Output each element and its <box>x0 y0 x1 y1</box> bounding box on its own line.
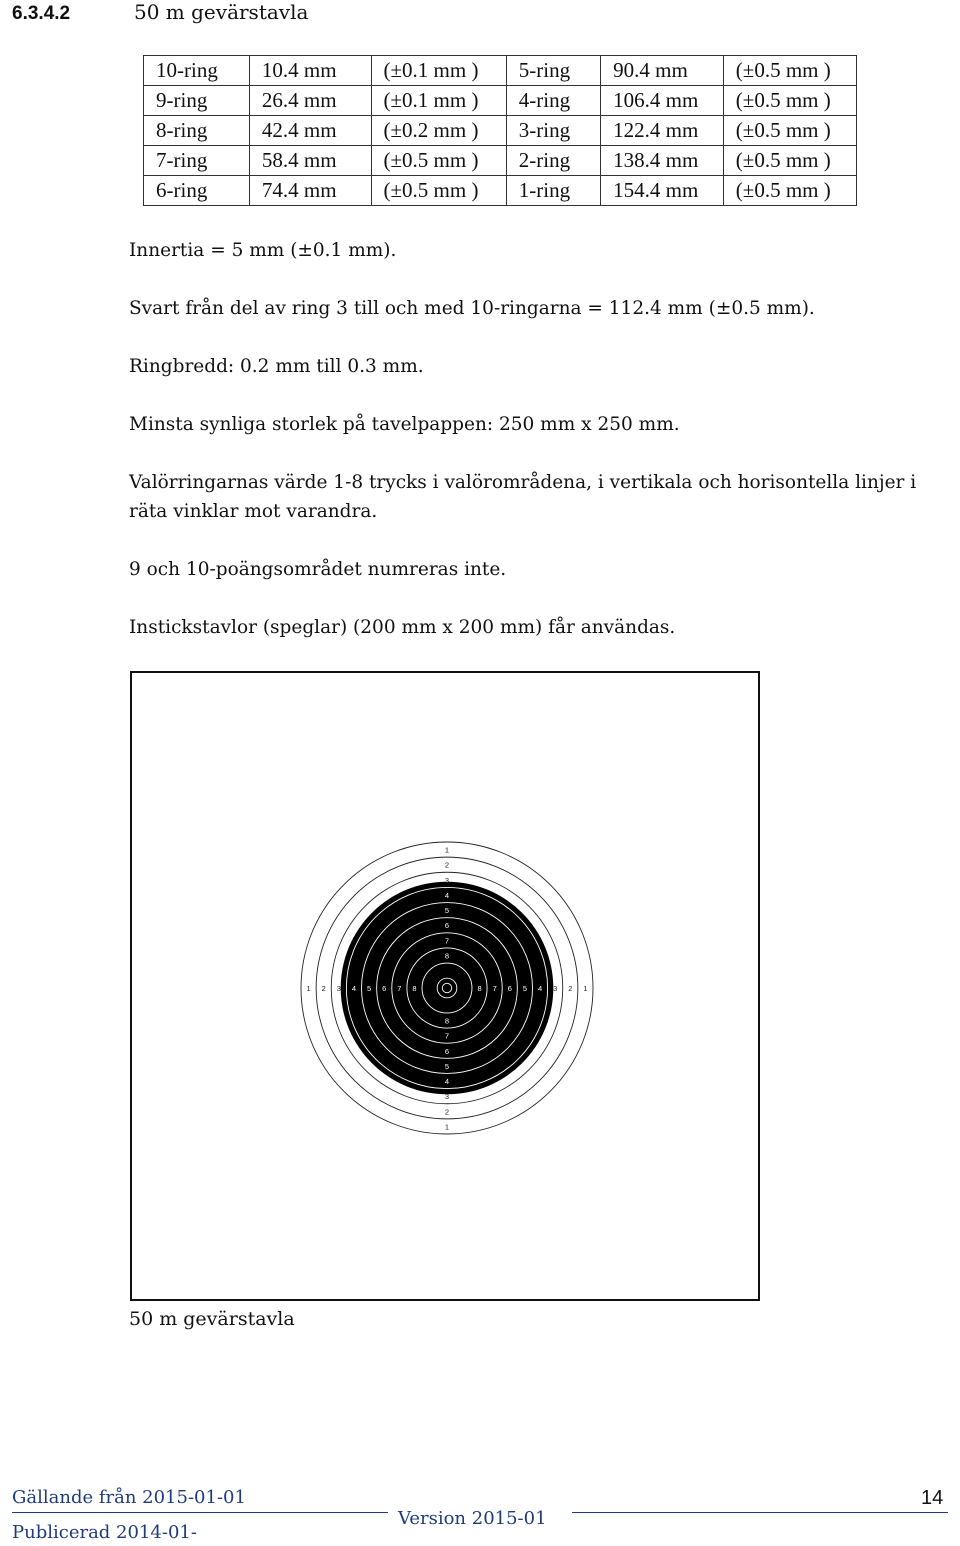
target-label: 3 <box>553 984 558 993</box>
target-label: 3 <box>444 875 450 885</box>
target-label: 2 <box>321 984 326 993</box>
table-cell: (±0.5 mm ) <box>723 176 856 206</box>
target-label: 1 <box>583 984 588 993</box>
table-cell: 74.4 mm <box>249 176 371 206</box>
table-cell: (±0.2 mm ) <box>371 116 506 146</box>
target-label: 2 <box>568 984 573 993</box>
table-cell: 154.4 mm <box>601 176 724 206</box>
table-cell: 106.4 mm <box>601 86 724 116</box>
section-title: 50 m gevärstavla <box>134 0 309 24</box>
ring-width-text: Ringbredd: 0.2 mm till 0.3 mm. <box>129 356 424 377</box>
target-label: 1 <box>444 1122 450 1132</box>
target-label: 6 <box>444 921 450 931</box>
table-cell: 10-ring <box>144 56 250 86</box>
table-cell: 9-ring <box>144 86 250 116</box>
insert-targets-text: Instickstavlor (speglar) (200 mm x 200 mm) får användas. <box>129 617 676 638</box>
table-row <box>144 146 857 176</box>
target-label: 2 <box>444 1107 450 1117</box>
target-frame <box>130 671 760 1301</box>
table-cell: 58.4 mm <box>249 146 371 176</box>
black-area-text: Svart från del av ring 3 till och med 10-ringarna = 112.4 mm (±0.5 mm). <box>129 298 815 319</box>
table-cell: (±0.1 mm ) <box>371 86 506 116</box>
target-label: 5 <box>444 1061 450 1071</box>
footer-rule-right <box>572 1512 948 1513</box>
table-cell: 42.4 mm <box>249 116 371 146</box>
unnumbered-text: 9 och 10-poängsområdet numreras inte. <box>129 559 507 580</box>
table-cell: (±0.5 mm ) <box>371 176 506 206</box>
table-row <box>144 176 857 206</box>
table-cell: 2-ring <box>506 146 600 176</box>
target-label: 8 <box>444 951 450 961</box>
footer-published: Publicerad 2014-01- <box>12 1522 197 1543</box>
target-label: 6 <box>444 1046 450 1056</box>
table-cell: (±0.5 mm ) <box>723 56 856 86</box>
target-label: 4 <box>351 984 357 993</box>
table-cell: (±0.1 mm ) <box>371 56 506 86</box>
target-label: 6 <box>382 984 387 993</box>
table-cell: 138.4 mm <box>601 146 724 176</box>
target-label: 4 <box>537 984 543 993</box>
target-label: 3 <box>444 1092 450 1102</box>
target-label: 4 <box>444 890 450 900</box>
table-cell: (±0.5 mm ) <box>723 116 856 146</box>
target-label: 1 <box>444 845 450 855</box>
target-label: 5 <box>444 906 450 916</box>
target-label: 8 <box>477 984 482 993</box>
table-cell: (±0.5 mm ) <box>723 86 856 116</box>
target-label: 8 <box>444 1016 450 1026</box>
section-heading <box>12 0 308 26</box>
rifle-target <box>132 673 758 1299</box>
table-cell: (±0.5 mm ) <box>371 146 506 176</box>
table-cell: 8-ring <box>144 116 250 146</box>
table-row <box>144 86 857 116</box>
page-number: 14 <box>921 1487 944 1509</box>
target-label: 3 <box>336 984 341 993</box>
section-number: 6.3.4.2 <box>12 3 71 24</box>
target-label: 2 <box>444 860 450 870</box>
target-label: 5 <box>366 984 372 993</box>
table-cell: 6-ring <box>144 176 250 206</box>
footer-version: Version 2015-01 <box>398 1508 547 1529</box>
target-label: 6 <box>507 984 512 993</box>
table-cell: 3-ring <box>506 116 600 146</box>
target-label: 7 <box>444 936 450 946</box>
target-label: 5 <box>522 984 528 993</box>
table-cell: 10.4 mm <box>249 56 371 86</box>
minimum-size-text: Minsta synliga storlek på tavelpappen: 250 mm x 250 mm. <box>129 414 680 435</box>
target-label: 1 <box>306 984 311 993</box>
footer-rule-left <box>12 1512 388 1513</box>
table-cell: 90.4 mm <box>601 56 724 86</box>
table-cell: 122.4 mm <box>601 116 724 146</box>
table-cell: 7-ring <box>144 146 250 176</box>
target-label: 7 <box>444 1031 450 1041</box>
table-row <box>144 116 857 146</box>
innertia-text: Innertia = 5 mm (±0.1 mm). <box>129 240 397 261</box>
table-cell: 5-ring <box>506 56 600 86</box>
target-label: 7 <box>492 984 497 993</box>
target-inner-ten <box>442 983 451 992</box>
ring-dimension-table <box>143 55 857 206</box>
table-cell: 26.4 mm <box>249 86 371 116</box>
footer-valid-from: Gällande från 2015-01-01 <box>12 1487 246 1508</box>
table-cell: 1-ring <box>506 176 600 206</box>
score-numbers-text: Valörringarnas värde 1-8 trycks i valörområdena, i vertikala och horisontella linjer i räta vinklar mot varandra. <box>129 472 917 522</box>
target-label: 8 <box>412 984 417 993</box>
target-caption: 50 m gevärstavla <box>129 1308 295 1330</box>
table-row <box>144 56 857 86</box>
table-cell: 4-ring <box>506 86 600 116</box>
target-label: 4 <box>444 1077 450 1087</box>
table-cell: (±0.5 mm ) <box>723 146 856 176</box>
target-label: 7 <box>397 984 402 993</box>
